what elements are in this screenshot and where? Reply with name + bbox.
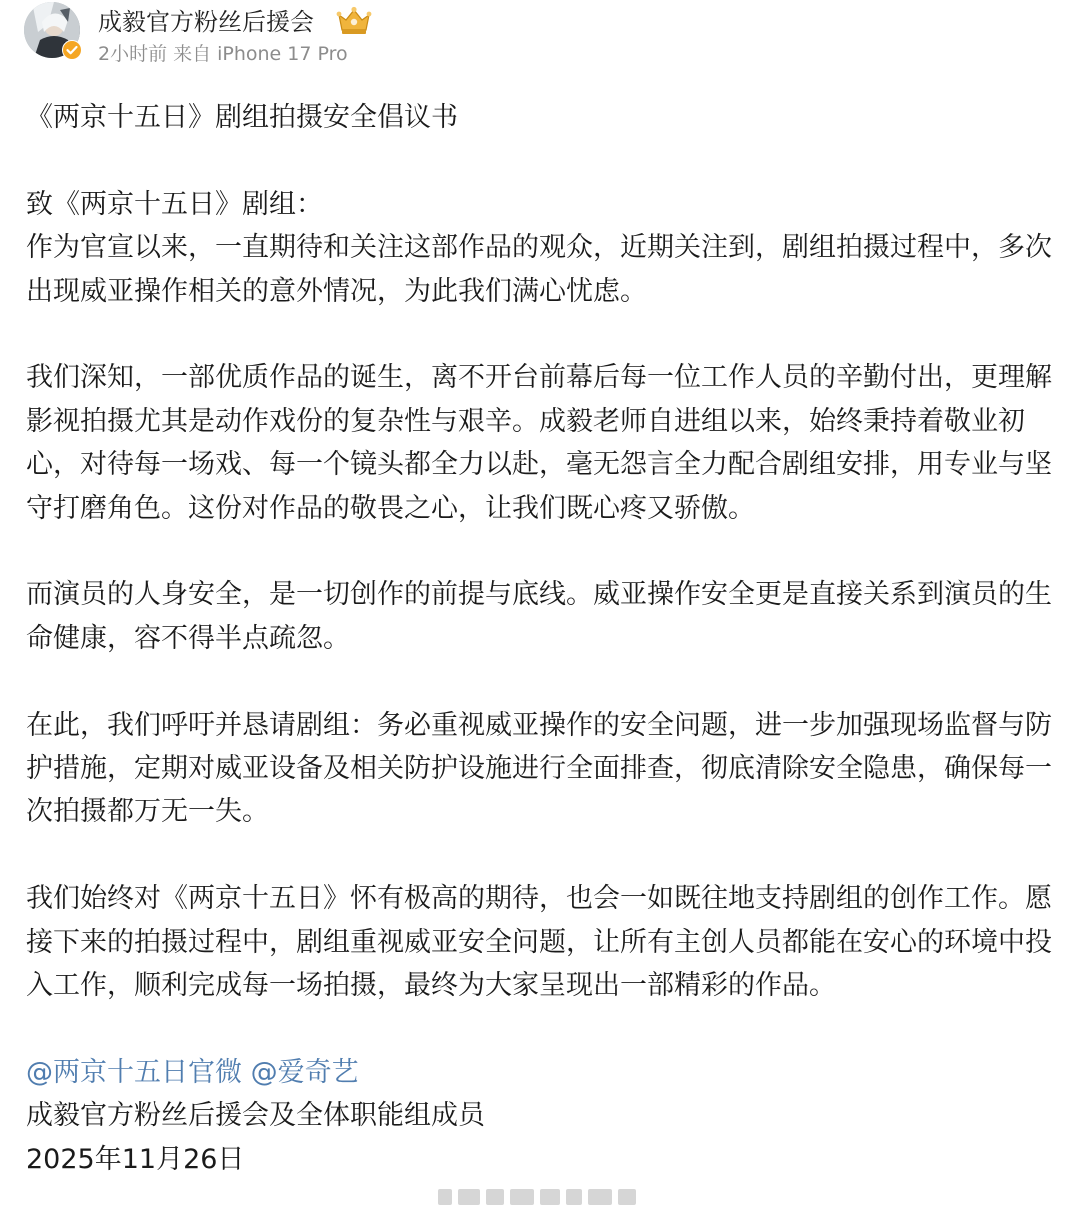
author-name[interactable]: 成毅官方粉丝后援会	[98, 8, 314, 36]
mention-link[interactable]: @两京十五日官微	[26, 1056, 242, 1088]
post-meta	[98, 42, 348, 66]
article-salutation: 致《两京十五日》剧组：	[26, 188, 323, 220]
article-paragraph: 我们深知，一部优质作品的诞生，离不开台前幕后每一位工作人员的辛勤付出，更理解影视拍摄尤其是动作戏份的复杂性与艰辛。成毅老师自进组以来，始终秉持着敬业初心，对待每一场戏、每一个镜头都全力以赴，毫无怨言全力配合剧组安排，用专业与坚守打磨角色。这份对作品的敬畏之心，让我们既心疼又骄傲。	[26, 362, 1052, 524]
post-source-prefix: 来自	[173, 43, 212, 65]
article-signature: 成毅官方粉丝后援会及全体职能组成员	[26, 1100, 485, 1132]
post-time: 2小时前	[98, 43, 168, 65]
article-paragraph: 作为官宣以来，一直期待和关注这部作品的观众，近期关注到，剧组拍摄过程中，多次出现威亚操作相关的意外情况，为此我们满心忧虑。	[26, 232, 1052, 307]
verified-check-icon	[62, 40, 82, 60]
post-header	[0, 0, 1072, 72]
crown-icon[interactable]	[336, 6, 372, 36]
article-paragraph: 在此，我们呼吁并恳请剧组：务必重视威亚操作的安全问题，进一步加强现场监督与防护措施，定期对威亚设备及相关防护设施进行全面排查，彻底清除安全隐患，确保每一次拍摄都万无一失。	[26, 709, 1052, 828]
post-body	[26, 96, 1056, 1181]
post-device[interactable]: iPhone 17 Pro	[217, 43, 348, 65]
watermark-image	[438, 1186, 638, 1208]
article-date: 2025年11月26日	[26, 1143, 245, 1175]
mentions-line	[26, 1051, 1056, 1094]
mention-link[interactable]: @爱奇艺	[250, 1056, 359, 1088]
article-paragraph: 我们始终对《两京十五日》怀有极高的期待，也会一如既往地支持剧组的创作工作。愿接下来的拍摄过程中，剧组重视威亚安全问题，让所有主创人员都能在安心的环境中投入工作，顺利完成每一场拍摄，最终为大家呈现出一部精彩的作品。	[26, 883, 1052, 1002]
article-title: 《两京十五日》剧组拍摄安全倡议书	[26, 102, 458, 133]
article-paragraph: 而演员的人身安全，是一切创作的前提与底线。威亚操作安全更是直接关系到演员的生命健康，容不得半点疏忽。	[26, 579, 1052, 654]
